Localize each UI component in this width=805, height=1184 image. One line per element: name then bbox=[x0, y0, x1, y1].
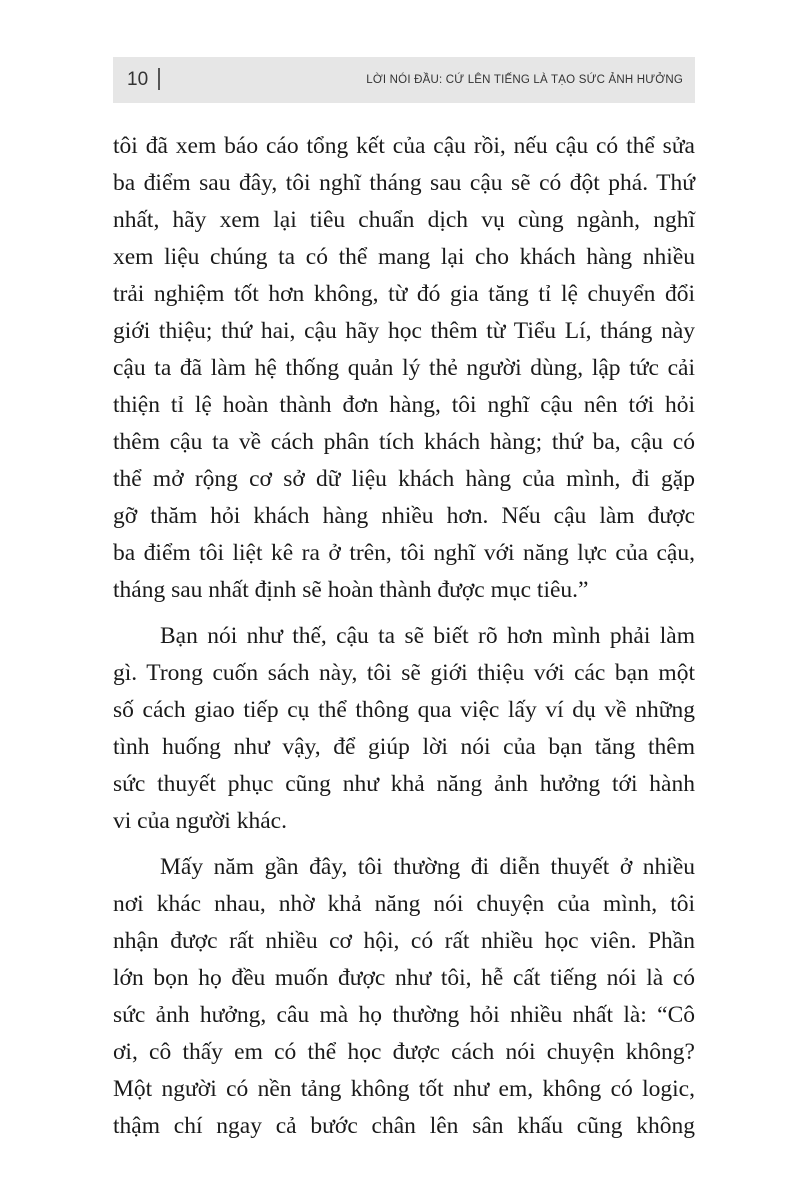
text-line: nhất, hãy xem lại tiêu chuẩn dịch vụ cùng ngành, nghĩ bbox=[113, 207, 695, 233]
text-line: gì. Trong cuốn sách này, tôi sẽ giới thiệu với các bạn một bbox=[113, 660, 695, 686]
text-line: trải nghiệm tốt hơn không, từ đó gia tăng tỉ lệ chuyển đổi bbox=[113, 281, 695, 307]
page-number: 10 bbox=[127, 69, 149, 90]
text-line: nơi khác nhau, nhờ khả năng nói chuyện của mình, tôi bbox=[113, 891, 695, 917]
paragraph bbox=[113, 849, 695, 1145]
paragraph bbox=[113, 128, 695, 609]
text-line: Mấy năm gần đây, tôi thường đi diễn thuyết ở nhiều bbox=[160, 854, 695, 880]
text-line: ơi, cô thấy em có thể học được cách nói chuyện không? bbox=[113, 1039, 695, 1065]
text-line: Một người có nền tảng không tốt như em, không có logic, bbox=[113, 1076, 695, 1102]
text-line: thể mở rộng cơ sở dữ liệu khách hàng của mình, đi gặp bbox=[113, 466, 695, 492]
running-header bbox=[113, 57, 695, 103]
paragraph bbox=[113, 618, 695, 840]
text-line: xem liệu chúng ta có thể mang lại cho khách hàng nhiều bbox=[113, 244, 695, 270]
text-line: ba điểm sau đây, tôi nghĩ tháng sau cậu sẽ có đột phá. Thứ bbox=[113, 170, 695, 196]
text-line: tháng sau nhất định sẽ hoàn thành được mục tiêu.” bbox=[113, 577, 589, 603]
text-line: giới thiệu; thứ hai, cậu hãy học thêm từ Tiểu Lí, tháng này bbox=[113, 318, 695, 344]
text-line: cậu ta đã làm hệ thống quản lý thẻ người dùng, lập tức cải bbox=[113, 355, 695, 381]
text-line: Bạn nói như thế, cậu ta sẽ biết rõ hơn mình phải làm bbox=[160, 623, 695, 649]
text-line: số cách giao tiếp cụ thể thông qua việc lấy ví dụ về những bbox=[113, 697, 695, 723]
text-line: tình huống như vậy, để giúp lời nói của bạn tăng thêm bbox=[113, 734, 695, 760]
text-line: sức thuyết phục cũng như khả năng ảnh hưởng tới hành bbox=[113, 771, 695, 797]
text-line: nhận được rất nhiều cơ hội, có rất nhiều học viên. Phần bbox=[113, 928, 695, 954]
text-line: thiện tỉ lệ hoàn thành đơn hàng, tôi nghĩ cậu nên tới hỏi bbox=[113, 392, 695, 418]
text-line: ba điểm tôi liệt kê ra ở trên, tôi nghĩ với năng lực của cậu, bbox=[113, 540, 695, 566]
text-line: vi của người khác. bbox=[113, 808, 287, 834]
text-line: sức ảnh hưởng, câu mà họ thường hỏi nhiều nhất là: “Cô bbox=[113, 1002, 695, 1028]
text-line: gỡ thăm hỏi khách hàng nhiều hơn. Nếu cậu làm được bbox=[113, 503, 695, 529]
body-text bbox=[113, 128, 695, 1145]
text-line: thêm cậu ta về cách phân tích khách hàng; thứ ba, cậu có bbox=[113, 429, 695, 455]
text-line: thậm chí ngay cả bước chân lên sân khấu cũng không bbox=[113, 1113, 695, 1139]
header-divider bbox=[158, 68, 160, 90]
chapter-title: LỜI NÓI ĐẦU: CỨ LÊN TIẾNG LÀ TẠO SỨC ẢNH HƯỞNG bbox=[366, 74, 683, 86]
text-line: tôi đã xem báo cáo tổng kết của cậu rồi, nếu cậu có thể sửa bbox=[113, 133, 695, 159]
text-line: lớn bọn họ đều muốn được như tôi, hễ cất tiếng nói là có bbox=[113, 965, 695, 991]
